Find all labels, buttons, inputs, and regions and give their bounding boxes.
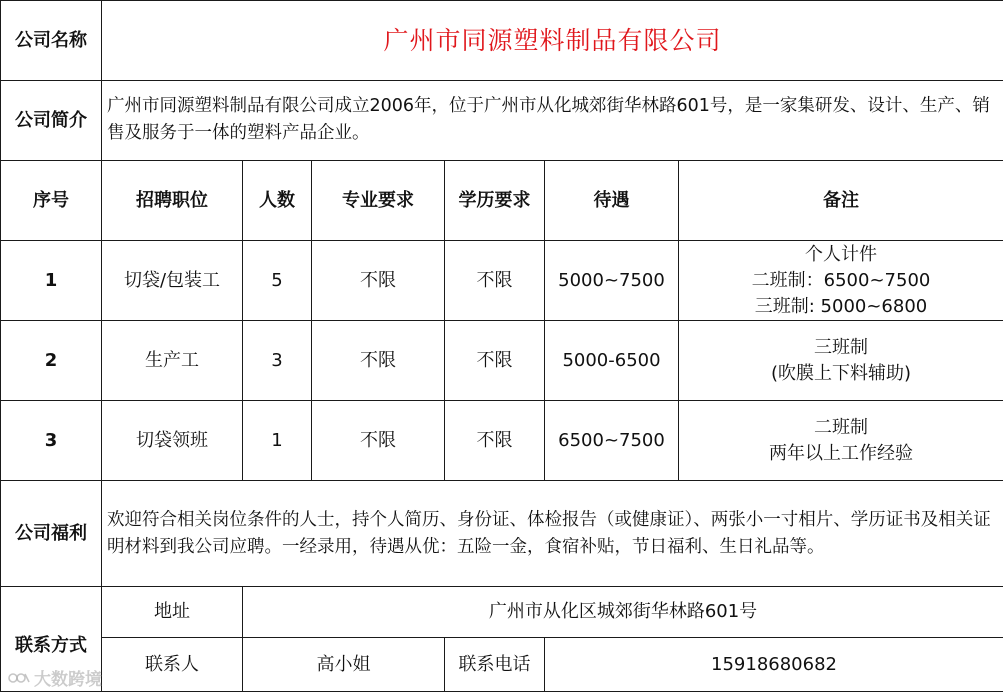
header-education: 学历要求 xyxy=(445,161,545,241)
contact-address-row xyxy=(1,587,1003,638)
company-intro-label: 公司简介 xyxy=(1,81,102,161)
row-notes xyxy=(679,401,1003,481)
contact-person-value: 高小姐 xyxy=(243,638,445,692)
note-line: 二班制：6500~7500 xyxy=(751,269,931,291)
company-name-label: 公司名称 xyxy=(1,1,102,81)
row-salary: 5000-6500 xyxy=(545,321,679,401)
table-row xyxy=(1,401,1003,481)
welfare-label: 公司福利 xyxy=(1,481,102,587)
watermark xyxy=(8,665,102,690)
row-no: 3 xyxy=(1,401,102,481)
row-no: 2 xyxy=(1,321,102,401)
header-notes: 备注 xyxy=(679,161,1003,241)
row-position: 切袋/包装工 xyxy=(102,241,243,321)
row-salary: 6500~7500 xyxy=(545,401,679,481)
phone-value: 15918680682 xyxy=(545,638,1003,692)
row-notes xyxy=(679,241,1003,321)
note-line: 三班制 xyxy=(814,336,868,358)
row-major: 不限 xyxy=(312,401,445,481)
company-name: 广州市同源塑料制品有限公司 xyxy=(102,1,1003,81)
header-salary: 待遇 xyxy=(545,161,679,241)
company-name-row xyxy=(1,1,1003,81)
row-count: 5 xyxy=(243,241,312,321)
contact-person-label: 联系人 xyxy=(102,638,243,692)
header-position: 招聘职位 xyxy=(102,161,243,241)
table-row xyxy=(1,321,1003,401)
address-label: 地址 xyxy=(102,587,243,638)
row-no: 1 xyxy=(1,241,102,321)
watermark-text: 大数跨境 xyxy=(34,670,102,690)
header-major: 专业要求 xyxy=(312,161,445,241)
note-line: 个人计件 xyxy=(805,243,877,265)
header-count: 人数 xyxy=(243,161,312,241)
row-education: 不限 xyxy=(445,401,545,481)
note-line: 三班制: 5000~6800 xyxy=(754,295,928,317)
contact-person-row xyxy=(1,638,1003,692)
row-education: 不限 xyxy=(445,321,545,401)
company-intro: 广州市同源塑料制品有限公司成立2006年，位于广州市从化城郊街华林路601号，是一家集研发、设计、生产、销售及服务于一体的塑料产品企业。 xyxy=(102,81,1003,161)
row-position: 生产工 xyxy=(102,321,243,401)
row-count: 3 xyxy=(243,321,312,401)
row-education: 不限 xyxy=(445,241,545,321)
row-major: 不限 xyxy=(312,321,445,401)
company-intro-row xyxy=(1,81,1003,161)
table-row xyxy=(1,241,1003,321)
address-value: 广州市从化区城郊街华林路601号 xyxy=(243,587,1003,638)
header-no: 序号 xyxy=(1,161,102,241)
contact-label: 联系方式 xyxy=(1,587,102,692)
row-position: 切袋领班 xyxy=(102,401,243,481)
row-salary: 5000~7500 xyxy=(545,241,679,321)
row-major: 不限 xyxy=(312,241,445,321)
note-line: 二班制 xyxy=(814,416,868,438)
row-notes xyxy=(679,321,1003,401)
watermark-logo-icon xyxy=(8,670,30,686)
jobs-header-row xyxy=(1,161,1003,241)
phone-label: 联系电话 xyxy=(445,638,545,692)
row-count: 1 xyxy=(243,401,312,481)
note-line: (吹膜上下料辅助) xyxy=(770,362,912,384)
welfare-text: 欢迎符合相关岗位条件的人士，持个人简历、身份证、体检报告（或健康证）、两张小一寸相片、学历证书及相关证明材料到我公司应聘。一经录用，待遇从优：五险一金，食宿补贴，节日福利、生日礼品等。 xyxy=(102,481,1003,587)
note-line: 两年以上工作经验 xyxy=(769,442,913,464)
welfare-row xyxy=(1,481,1003,587)
